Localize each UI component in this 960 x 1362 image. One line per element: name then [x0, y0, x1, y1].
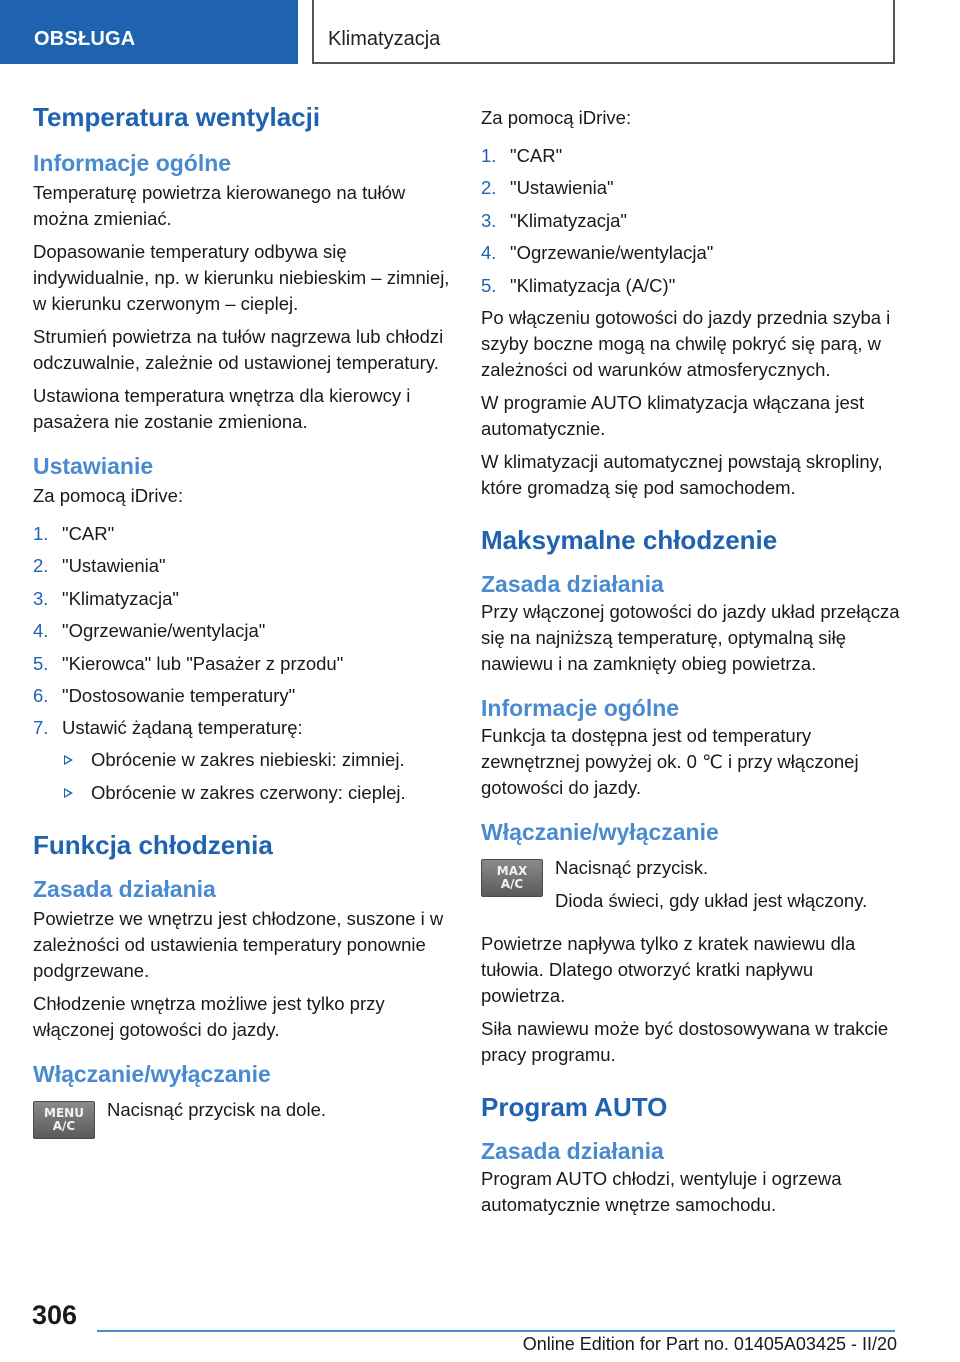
step-number: 6. [33, 684, 49, 706]
paragraph: Siła nawiewu może być dostosowywana w trakcie pracy programu. [481, 1017, 889, 1065]
section-title-maksymalne-chlodzenie: Maksymalne chłodzenie [481, 524, 778, 555]
step-number: 1. [481, 145, 497, 166]
paragraph: Funkcja ta dostępna jest od temperatury zewnętrznej powyżej ok. 0 ℃ i przy włączonej gotowości do jazdy. [481, 724, 859, 798]
heading-zasada-dzialania: Zasada działania [481, 1137, 664, 1164]
list-item [33, 651, 451, 677]
list-item [33, 683, 451, 709]
heading-zasada-dzialania: Zasada działania [33, 875, 216, 902]
paragraph: Powietrze we wnętrzu jest chłodzone, suszone i w zależności od ustawienia temperatury ponownie podgrzewane. [33, 907, 444, 981]
list-item [481, 273, 901, 299]
button-label-line1: MENU [44, 1105, 84, 1120]
header-chapter-label: Klimatyzacja [328, 28, 441, 50]
steps-list [481, 143, 901, 299]
heading-informacje-ogolne: Informacje ogólne [33, 150, 232, 176]
list-item [33, 715, 451, 805]
button-instruction [481, 855, 901, 921]
step-number: 2. [481, 177, 497, 199]
step-text: "CAR" [510, 145, 563, 166]
paragraph: Temperaturę powietrza kierowanego na tułów można zmieniać. [33, 182, 406, 229]
step-text: "Ustawienia" [510, 177, 614, 199]
footer-edition: Online Edition for Part no. 01405A03425 - II/20 [522, 1334, 897, 1354]
paragraph: Przy włączonej gotowości do jazdy układ przełącza się na najniższą temperaturę, optymalną siłę nawiewu i na zamknięty obieg powietrza. [481, 600, 900, 674]
paragraph: Nacisnąć przycisk. [555, 856, 709, 878]
paragraph: Po włączeniu gotowości do jazdy przednia szyba i szyby boczne mogą na chwilę pokryć się parą, w zależności od warunków atmosferycznych. [481, 306, 891, 380]
paragraph: Chłodzenie wnętrza możliwe jest tylko przy włączonej gotowości do jazdy. [33, 992, 385, 1040]
sub-steps-list [62, 747, 451, 805]
list-item [33, 521, 451, 547]
paragraph: Ustawiona temperatura wnętrza dla kierowcy i pasażera nie zostanie zmieniona. [33, 385, 411, 432]
right-column [481, 100, 901, 1218]
step-number: 2. [33, 555, 49, 577]
step-text: "Dostosowanie temperatury" [62, 684, 296, 706]
list-item [481, 208, 901, 234]
step-number: 4. [33, 620, 49, 642]
step-text: "Kierowca" lub "Pasażer z przodu" [62, 652, 344, 674]
paragraph: Dopasowanie temperatury odbywa się indywidualnie, np. w kierunku niebieskim – zimniej, w kierunku czerwonym – cieplej. [33, 241, 450, 314]
paragraph: Za pomocą iDrive: [33, 485, 184, 506]
step-number: 7. [33, 717, 49, 739]
paragraph: Za pomocą iDrive: [481, 107, 632, 128]
step-text: Ustawić żądaną temperaturę: [62, 717, 303, 739]
button-label-line2: A/C [52, 1118, 76, 1133]
sub-step-text: Obrócenie w zakres czerwony: cieplej. [91, 781, 406, 803]
step-number: 4. [481, 242, 497, 264]
step-text: "CAR" [62, 523, 115, 544]
footer-divider [97, 1330, 895, 1332]
left-column [33, 100, 451, 1163]
list-item [33, 553, 451, 579]
triangle-bullet-icon [64, 788, 73, 798]
list-item [481, 175, 901, 201]
list-item [481, 240, 901, 266]
step-number: 5. [33, 652, 49, 674]
button-label-line2: A/C [500, 876, 524, 891]
list-item [62, 780, 451, 806]
section-title-funkcja-chlodzenia: Funkcja chłodzenia [33, 829, 273, 860]
max-ac-button-icon [481, 859, 543, 897]
heading-informacje-ogolne: Informacje ogólne [481, 694, 680, 721]
list-item [481, 143, 901, 169]
step-text: "Klimatyzacja (A/C)" [510, 274, 676, 296]
step-number: 3. [481, 209, 497, 231]
step-text: "Klimatyzacja" [510, 209, 627, 231]
paragraph: Powietrze napływa tylko z kratek nawiewu dla tułowia. Dlatego otworzyć kratki napływu powietrza. [481, 932, 856, 1006]
step-number: 3. [33, 587, 49, 609]
paragraph: W klimatyzacji automatycznej powstają skropliny, które gromadzą się pod samochodem. [481, 450, 883, 498]
step-text: "Ogrzewanie/wentylacja" [62, 620, 266, 642]
heading-wlaczanie-wylaczanie: Włączanie/wyłączanie [481, 818, 719, 845]
list-item [33, 586, 451, 612]
paragraph: W programie AUTO klimatyzacja włączana jest automatycznie. [481, 391, 865, 439]
header-section-tab [0, 0, 298, 64]
list-item [62, 747, 451, 773]
steps-list [33, 521, 451, 806]
paragraph: Dioda świeci, gdy układ jest włączony. [555, 889, 868, 911]
paragraph: Nacisnąć przycisk na dole. [107, 1098, 327, 1120]
step-text: "Ogrzewanie/wentylacja" [510, 242, 714, 264]
menu-ac-button-icon [33, 1101, 95, 1139]
paragraph: Strumień powietrza na tułów nagrzewa lub chłodzi odczuwalnie, zależnie od ustawionej temperatury. [33, 326, 444, 373]
header-chapter-box [312, 0, 895, 64]
step-number: 1. [33, 523, 49, 544]
section-title-temperatura-wentylacji: Temperatura wentylacji [33, 102, 321, 132]
heading-zasada-dzialania: Zasada działania [481, 570, 664, 597]
step-text: "Ustawienia" [62, 555, 166, 577]
header-section-label: OBSŁUGA [34, 28, 136, 50]
heading-wlaczanie-wylaczanie: Włączanie/wyłączanie [33, 1060, 271, 1087]
step-number: 5. [481, 274, 497, 296]
sub-step-text: Obrócenie w zakres niebieski: zimniej. [91, 749, 405, 771]
list-item [33, 618, 451, 644]
button-label-line1: MAX [496, 863, 528, 878]
triangle-bullet-icon [64, 755, 73, 765]
step-text: "Klimatyzacja" [62, 587, 179, 609]
heading-ustawianie: Ustawianie [33, 453, 154, 479]
paragraph: Program AUTO chłodzi, wentyluje i ogrzewa automatycznie wnętrze samochodu. [481, 1167, 842, 1215]
button-instruction [33, 1097, 451, 1163]
page-number: 306 [32, 1300, 78, 1330]
section-title-program-auto: Program AUTO [481, 1091, 668, 1122]
